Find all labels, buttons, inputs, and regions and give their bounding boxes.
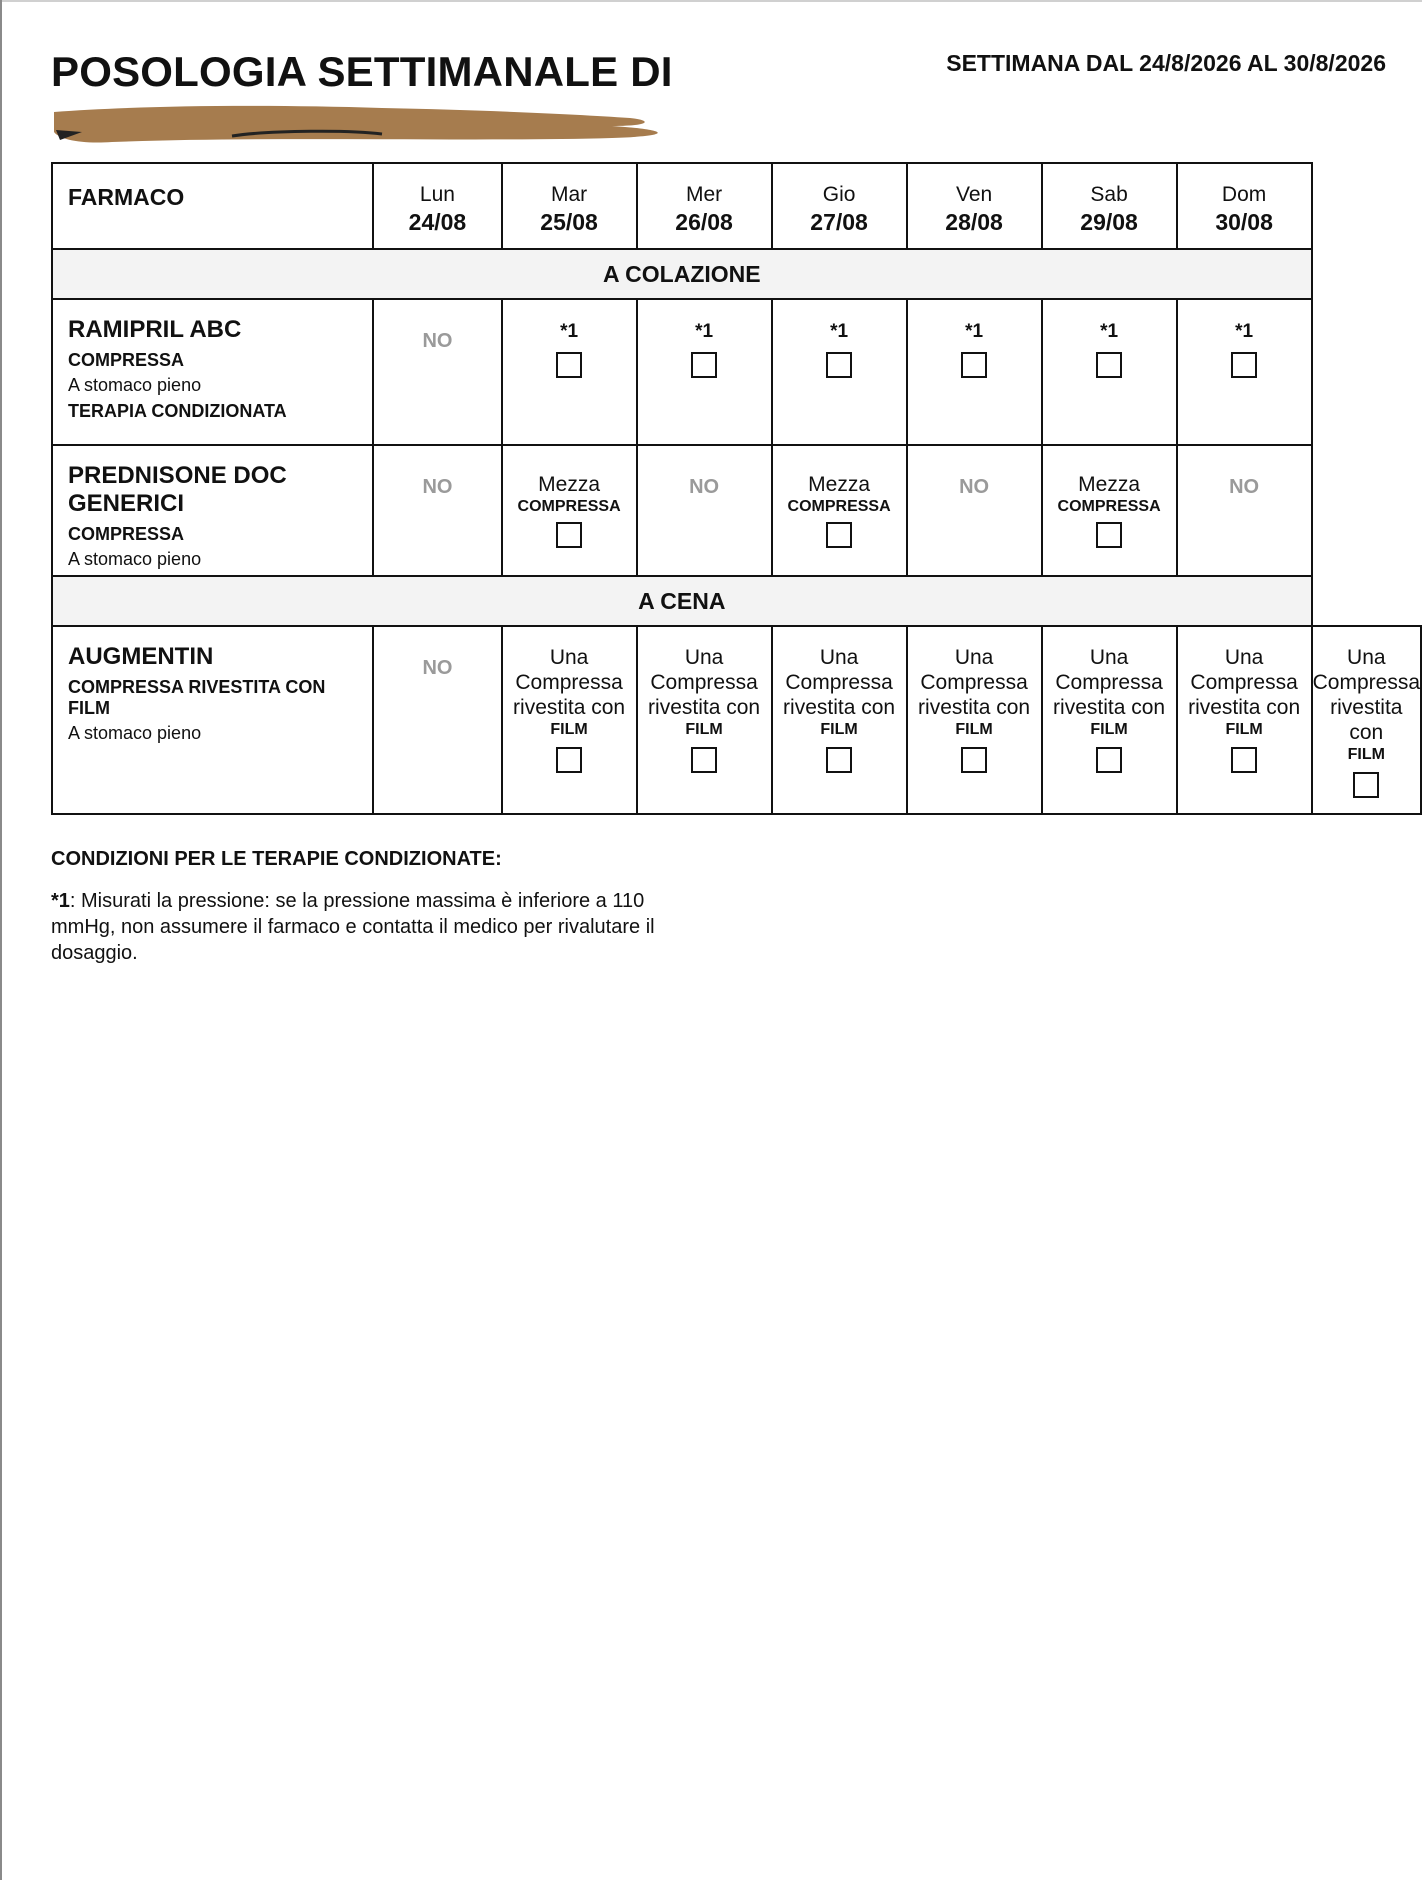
redaction-mark (52, 102, 674, 144)
drug-info (52, 626, 373, 814)
section-row-colazione (52, 249, 1421, 299)
day-name: Lun (419, 183, 455, 206)
dose-cell (502, 299, 637, 445)
dose-checkbox[interactable] (826, 522, 852, 548)
dose-unit: FILM (550, 721, 588, 738)
dose-cell (1312, 626, 1421, 814)
day-date: 26/08 (675, 209, 733, 235)
dose-unit: FILM (1090, 721, 1128, 738)
dose-amount: rivestita (1330, 696, 1403, 719)
dose-amount: Una (1089, 646, 1129, 669)
conditional-marker: *1 (1100, 321, 1119, 342)
dose-amount: Compressa (1190, 671, 1298, 694)
dose-unit: COMPRESSA (1057, 498, 1161, 515)
conditional-marker: *1 (695, 321, 714, 342)
section-label: A CENA (52, 576, 1312, 626)
dose-cell (772, 445, 907, 576)
dose-unit: COMPRESSA (517, 498, 621, 515)
drug-form: COMPRESSA (68, 350, 185, 370)
day-header-gio (772, 163, 907, 249)
dose-checkbox[interactable] (826, 352, 852, 378)
conditional-marker: *1 (965, 321, 984, 342)
dose-unit: FILM (955, 721, 993, 738)
conditions-text (51, 888, 711, 966)
dose-amount: rivestita con (918, 696, 1031, 719)
day-name: Sab (1090, 183, 1128, 206)
day-header-ven (907, 163, 1042, 249)
table-header-row (52, 163, 1421, 249)
dose-cell (637, 626, 772, 814)
dose-checkbox[interactable] (556, 747, 582, 773)
drug-note: A stomaco pieno (68, 549, 202, 569)
drug-name: AUGMENTIN (68, 643, 214, 670)
drug-info (52, 299, 373, 445)
no-dose: NO (422, 476, 453, 498)
dose-cell (373, 626, 501, 814)
dose-amount: Mezza (1078, 473, 1140, 496)
day-date: 28/08 (945, 209, 1003, 235)
day-header-mar (502, 163, 637, 249)
drug-row-augmentin (52, 626, 1421, 814)
conditional-marker: *1 (830, 321, 849, 342)
section-row-cena (52, 576, 1421, 626)
dose-checkbox[interactable] (961, 747, 987, 773)
dose-checkbox[interactable] (961, 352, 987, 378)
dose-cell (373, 445, 501, 576)
conditions-title: CONDIZIONI PER LE TERAPIE CONDIZIONATE: (51, 848, 502, 870)
dose-cell (502, 445, 637, 576)
no-dose: NO (422, 330, 453, 352)
dosage-table (51, 162, 1422, 815)
drug-row-prednisone (52, 445, 1421, 576)
day-date: 25/08 (540, 209, 598, 235)
conditional-marker: *1 (1235, 321, 1254, 342)
no-dose: NO (1229, 476, 1260, 498)
drug-info (52, 445, 373, 576)
dose-amount: rivestita con (648, 696, 761, 719)
dose-unit: COMPRESSA (787, 498, 891, 515)
dose-amount: Compressa (650, 671, 758, 694)
dose-cell (1042, 626, 1177, 814)
dose-checkbox[interactable] (826, 747, 852, 773)
day-header-dom (1177, 163, 1312, 249)
day-header-sab (1042, 163, 1177, 249)
day-name: Mer (685, 183, 723, 206)
dose-checkbox[interactable] (556, 352, 582, 378)
dose-checkbox[interactable] (1353, 772, 1379, 798)
dose-cell (907, 299, 1042, 445)
drug-condition: TERAPIA CONDIZIONATA (68, 401, 287, 421)
day-name: Dom (1221, 183, 1267, 206)
dose-cell (373, 299, 501, 445)
dose-cell (772, 626, 907, 814)
dose-cell (637, 445, 772, 576)
dose-amount: Una (684, 646, 724, 669)
page-top-edge (0, 0, 1422, 2)
dose-amount: Compressa (1055, 671, 1163, 694)
section-label: A COLAZIONE (52, 249, 1312, 299)
page-left-edge (0, 0, 2, 1880)
day-name: Ven (955, 183, 993, 206)
dose-amount: Una (1347, 646, 1386, 669)
dose-checkbox[interactable] (1096, 352, 1122, 378)
dose-amount: rivestita con (513, 696, 626, 719)
dose-amount: Mezza (538, 473, 600, 496)
farmaco-header: FARMACO (52, 163, 373, 249)
dose-checkbox[interactable] (1096, 747, 1122, 773)
dose-amount: rivestita con (1053, 696, 1166, 719)
day-date: 30/08 (1215, 209, 1273, 235)
day-header-lun (373, 163, 501, 249)
dose-cell (1042, 445, 1177, 576)
day-name: Gio (822, 183, 856, 206)
dose-unit: FILM (685, 721, 723, 738)
day-name: Mar (550, 183, 588, 206)
dose-cell (1177, 626, 1312, 814)
dose-unit: FILM (1225, 721, 1263, 738)
dose-checkbox[interactable] (556, 522, 582, 548)
dose-checkbox[interactable] (1096, 522, 1122, 548)
dose-unit: FILM (1347, 746, 1385, 763)
drug-row-ramipril (52, 299, 1421, 445)
drug-form: COMPRESSA RIVESTITA CON FILM (68, 677, 326, 718)
page-title: POSOLOGIA SETTIMANALE DI (51, 48, 673, 95)
dose-cell (772, 299, 907, 445)
dose-amount: Mezza (808, 473, 870, 496)
dose-amount: rivestita con (783, 696, 896, 719)
day-date: 29/08 (1080, 209, 1138, 235)
dose-cell (1177, 299, 1312, 445)
dose-amount: Una (1224, 646, 1264, 669)
day-header-mer (637, 163, 772, 249)
dose-checkbox[interactable] (691, 747, 717, 773)
dose-cell (1177, 445, 1312, 576)
day-date: 24/08 (408, 209, 467, 235)
dose-amount: Compressa (515, 671, 623, 694)
drug-note: A stomaco pieno (68, 723, 202, 743)
dose-amount: Compressa (785, 671, 893, 694)
dose-checkbox[interactable] (1231, 747, 1257, 773)
dose-cell (637, 299, 772, 445)
dose-checkbox[interactable] (691, 352, 717, 378)
conditional-marker: *1 (560, 321, 579, 342)
drug-name: RAMIPRIL ABC (68, 316, 242, 343)
dose-cell (907, 445, 1042, 576)
no-dose: NO (689, 476, 720, 498)
conditions-body: : Misurati la pressione: se la pressione massima è inferiore a 110 mmHg, non assumere il farmaco e contatta il medico per rivalutare il dosaggio. (51, 890, 655, 964)
dose-amount: Una (954, 646, 994, 669)
dose-checkbox[interactable] (1231, 352, 1257, 378)
dose-cell (1042, 299, 1177, 445)
drug-note: A stomaco pieno (68, 375, 202, 395)
conditions-key: *1 (51, 890, 70, 912)
no-dose: NO (422, 657, 453, 679)
dose-amount: Compressa (920, 671, 1028, 694)
dose-amount: Compressa (1312, 671, 1420, 694)
dose-amount: Una (549, 646, 589, 669)
drug-name: PREDNISONE DOC GENERICI (68, 462, 287, 517)
dose-cell (907, 626, 1042, 814)
drug-form: COMPRESSA (68, 524, 185, 544)
dose-amount: rivestita con (1188, 696, 1301, 719)
dose-cell (502, 626, 637, 814)
week-range: SETTIMANA DAL 24/8/2026 AL 30/8/2026 (946, 50, 1386, 76)
no-dose: NO (959, 476, 990, 498)
dose-amount: Una (819, 646, 859, 669)
dose-unit: FILM (820, 721, 858, 738)
day-date: 27/08 (810, 209, 868, 235)
dose-amount: con (1349, 721, 1384, 744)
